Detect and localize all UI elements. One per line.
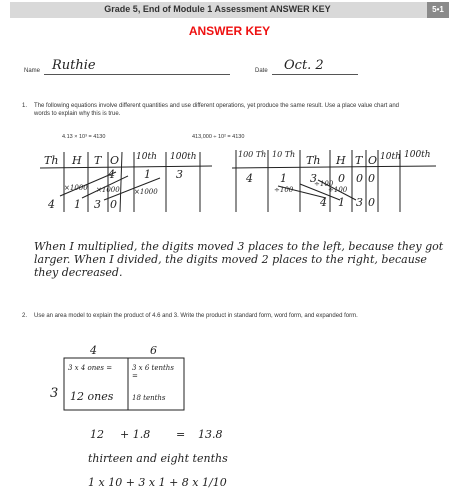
left-result-digit: 3	[94, 198, 101, 211]
right-result-digit: 4	[320, 196, 327, 209]
q1-number: 1.	[22, 103, 28, 109]
left-header-10th: 10th	[136, 152, 157, 162]
left-result-digit: 0	[110, 198, 117, 211]
right-result-digit: 0	[368, 196, 375, 209]
name-label: Name	[24, 68, 41, 74]
left-top-digit-1: 1	[144, 168, 151, 181]
answer-key-title: ANSWER KEY	[188, 24, 271, 38]
header-title: Grade 5, End of Module 1 Assessment ANSWER KEY	[104, 4, 331, 14]
right-header-t: T	[355, 154, 363, 167]
right-header-100th: 100th	[404, 150, 431, 160]
right-arrow-label: ÷100	[314, 180, 334, 188]
area-top-label-tenths: 6	[150, 344, 157, 357]
expanded-form: 1 x 10 + 3 x 1 + 8 x 1/10	[88, 476, 227, 489]
left-top-digit-4: 4	[108, 168, 115, 181]
left-result-digit: 1	[74, 198, 81, 211]
right-header-10th: 10th	[380, 152, 401, 162]
area-cell-title-tenths: 3 x 6 tenths =	[132, 364, 174, 380]
left-header-o: O	[110, 154, 120, 167]
left-header-t: T	[94, 154, 102, 167]
date-value: Oct. 2	[284, 58, 324, 73]
q2-prompt: Use an area model to explain the product of 4.6 and 3. Write the product in standard form, word form, and expanded form.	[34, 313, 358, 319]
right-header-10-thousands: 10 Th	[272, 150, 296, 159]
q1-equation-left: 4.13 × 10³ = 4130	[62, 134, 106, 140]
standard-part-ones: 12	[90, 428, 104, 441]
standard-part-tenths: + 1.8	[120, 428, 151, 441]
right-top-digit: 3	[310, 172, 317, 185]
area-side-label: 3	[50, 386, 59, 401]
right-header-o: O	[368, 154, 378, 167]
q2-number: 2.	[22, 313, 28, 319]
left-arrow-label: ×1000	[64, 184, 88, 192]
right-top-digit: 1	[280, 172, 287, 185]
area-top-label-ones: 4	[90, 344, 97, 357]
standard-equals: =	[176, 428, 186, 441]
left-top-digit-3: 3	[176, 168, 183, 181]
name-value: Ruthie	[52, 58, 96, 73]
right-arrow-label: ÷100	[274, 186, 294, 194]
standard-result: 13.8	[198, 428, 223, 441]
right-top-digit: 0	[368, 172, 375, 185]
q1-answer: When I multiplied, the digits moved 3 places to the left, because they got larger. When I divided, the digits moved 2 places to the right, because they decreased.	[34, 240, 444, 279]
area-cell-title-ones: 3 x 4 ones =	[68, 364, 113, 372]
right-arrow-label: ÷100	[328, 186, 348, 194]
area-cell-value-tenths: 18 tenths	[132, 394, 166, 402]
q1-prompt: The following equations involve different quantities and use different operations, yet produce the same result. Use a place value chart and words to explain why this is true.	[34, 103, 400, 117]
right-header-100th-thousands: 100 Th	[238, 150, 267, 159]
right-result-digit: 3	[356, 196, 363, 209]
q1-equation-right: 413,000 ÷ 10² = 4130	[192, 134, 245, 140]
left-arrow-label: ×1000	[134, 188, 158, 196]
module-badge: 5•1	[427, 2, 449, 18]
left-arrow-label: ×1000	[96, 186, 120, 194]
right-top-digit: 0	[338, 172, 345, 185]
area-cell-value-ones: 12 ones	[70, 390, 114, 403]
date-label: Date	[255, 68, 268, 74]
right-top-digit: 4	[246, 172, 253, 185]
right-result-digit: 1	[338, 196, 345, 209]
left-header-th: Th	[44, 154, 59, 167]
left-header-100th: 100th	[170, 152, 197, 162]
right-header-h: H	[336, 154, 346, 167]
left-result-digit: 4	[48, 198, 55, 211]
right-top-digit: 0	[356, 172, 363, 185]
right-header-th: Th	[306, 154, 321, 167]
left-header-h: H	[72, 154, 82, 167]
word-form: thirteen and eight tenths	[88, 452, 228, 465]
